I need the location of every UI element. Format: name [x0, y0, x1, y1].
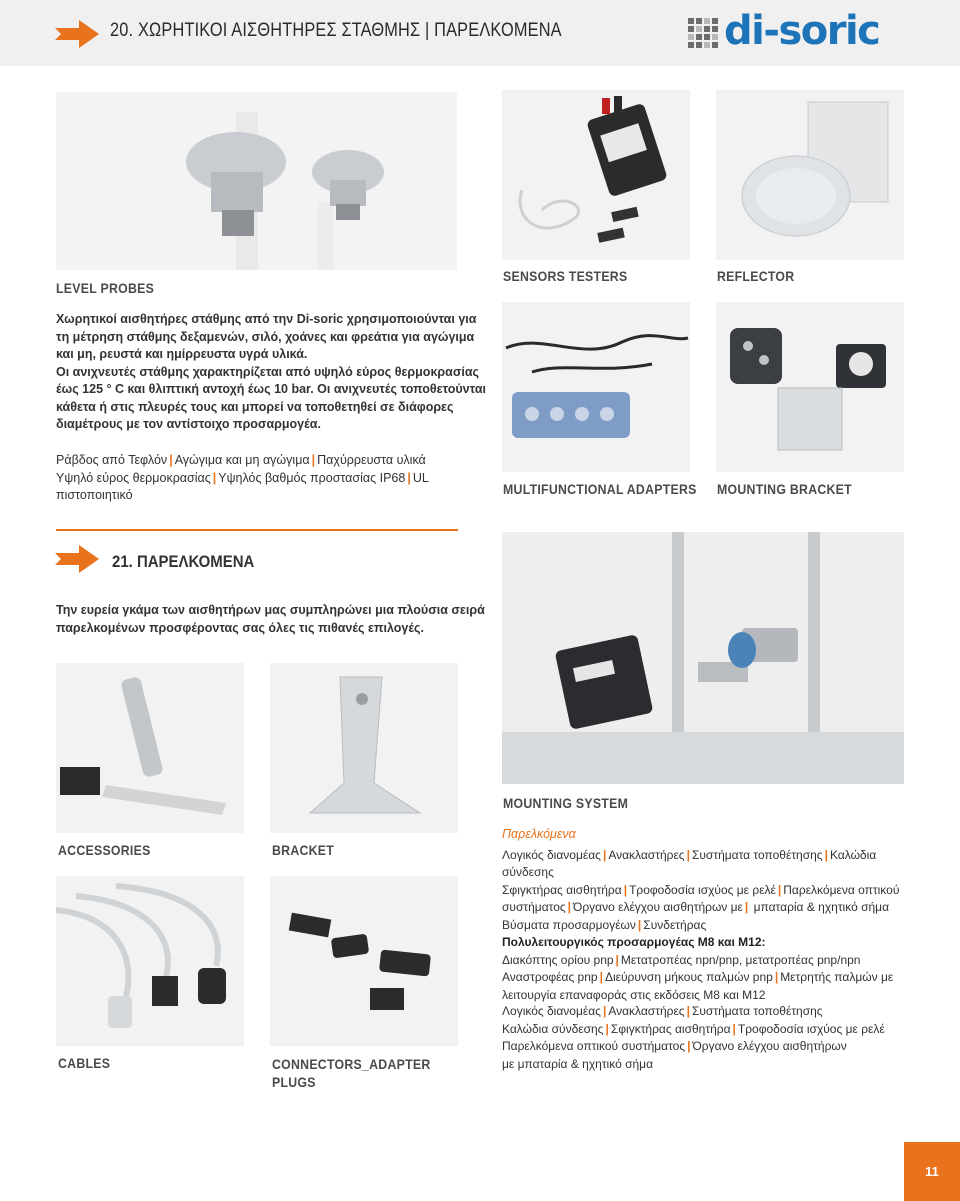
reflector-label: REFLECTOR [717, 268, 795, 284]
item: Ανακλαστήρες [608, 1004, 685, 1018]
item: Μετρητής παλμών με [780, 970, 894, 984]
mounting-bracket-image [716, 302, 904, 472]
mounting-system-label: MOUNTING SYSTEM [503, 795, 629, 811]
description-line: Χωρητικοί αισθητήρες στάθμης από την Di-soric χρησιμοποιούνται για [56, 312, 477, 326]
connectors-label: CONNECTORS_ADAPTER PLUGS [272, 1056, 431, 1090]
di-soric-logo [688, 8, 903, 54]
multifunctional-adapters-image [502, 302, 690, 472]
accessories-subtitle: Παρελκόμενα [502, 827, 576, 841]
item: συστήματος [502, 900, 566, 914]
feature: Υψηλός βαθμός προστασίας IP68 [218, 470, 406, 485]
arrow-icon [55, 543, 101, 575]
cables-image [56, 876, 244, 1046]
item: Λογικός διανομέας [502, 847, 601, 862]
mounting-bracket-label: MOUNTING BRACKET [717, 481, 852, 497]
item: Σφιγκτήρας αισθητήρα [502, 882, 622, 897]
mounting-system-image [502, 532, 904, 784]
page-title: 20. ΧΩΡΗΤΙΚΟΙ ΑΙΣΘΗΤΗΡΕΣ ΣΤΑΘΜΗΣ | ΠΑΡΕΛΚΟΜΕΝΑ [110, 20, 562, 41]
item: μπαταρία & ηχητικό σήμα [750, 900, 890, 914]
bold-heading: Πολυλειτουργικός προσαρμογέας M8 και M12: [502, 935, 766, 949]
intro-line: παρελκομένων προσφέροντας σας όλες τις πιθανές επιλογές. [56, 620, 424, 635]
item: Λογικός διανομέας [502, 1004, 601, 1018]
section-title: 21. ΠΑΡΕΛΚΟΜΕΝΑ [112, 552, 255, 571]
cables-label: CABLES [58, 1055, 111, 1071]
multifunctional-adapters-label: MULTIFUNCTIONAL ADAPTERS [503, 481, 697, 497]
feature: Αγώγιμα και μη αγώγιμα [174, 453, 310, 467]
item: Όργανο ελέγχου αισθητήρων με [573, 900, 743, 914]
accessories-label: ACCESSORIES [58, 842, 151, 858]
item: Διακόπτης ορίου pnp [502, 952, 614, 967]
item: Καλώδια σύνδεσης [502, 847, 877, 879]
section-intro [56, 602, 496, 637]
description-line: τη μέτρηση στάθμης δεξαμενών, σιλό, χοάνες και φρεάτια για αγώγιμα [56, 329, 475, 344]
item: με μπαταρία & ηχητικό σήμα [502, 1056, 654, 1071]
item: Παρελκόμενα οπτικού [783, 882, 900, 897]
accessories-image [56, 663, 244, 833]
feature: Παχύρρευστα υλικά [317, 453, 426, 467]
feature: UL πιστοποιητικό [56, 470, 429, 502]
level-probes-description [56, 311, 496, 434]
bracket-label: BRACKET [272, 842, 335, 858]
intro-line: Την ευρεία γκάμα των αισθητήρων μας συμπληρώνει μια πλούσια σειρά [56, 603, 485, 617]
item: Τροφοδοσία ισχύος με ρελέ [629, 882, 776, 897]
item: Μετατροπέας npn/pnp, μετατροπέας pnp/npn [620, 952, 861, 967]
item: Όργανο ελέγχου αισθητήρων [692, 1039, 847, 1053]
item: Συνδετήρας [643, 917, 707, 932]
item: Συστήματα τοποθέτησης [691, 1004, 823, 1018]
reflector-image [716, 90, 904, 260]
bracket-image [270, 663, 458, 833]
feature: Ράβδος από Τεφλόν [56, 453, 168, 467]
sensors-testers-image [502, 90, 690, 260]
accessories-info: Παρελκόμενα Λογικός διανομέας | Ανακλαστήρες | Συστήματα τοποθέτησης | Καλώδια σύνδεσης Σφιγκτήρας αισθητήρα | Τροφοδοσία ισχύος με ρελέ | Παρελκόμενα οπτικού συστήματος | Όργανο ελέγχου αισθητήρων με | μπαταρία & ηχητικό σήμα Βύσματα προσαρμογέων | Συνδετήρας Πολυλειτουργικός προσαρμογέας M8 και M12: Διακόπτης ορίου pnp | Μετατροπέας npn/pnp, μετατροπέας pnp/npn Αναστροφέας pnp | Διεύρυνση μήκους παλμών pnp | Μετρητής παλμών με λειτουργία επαναφοράς στις εκδόσεις M8 και M12 [502, 826, 922, 1004]
item: Συστήματα τοποθέτησης [691, 847, 823, 862]
description-line: έως 125 ° C και θλιπτική αντοχή έως 10 bar. Οι ανιχνευτές τοποθετούνται [56, 382, 487, 396]
description-line: και μη, ρευστά και ημίρρευστα υγρά υλικά. [56, 347, 308, 361]
connectors-image [270, 876, 458, 1046]
sensors-testers-label: SENSORS TESTERS [503, 268, 628, 284]
item: Βύσματα προσαρμογέων [502, 917, 636, 932]
feature: Υψηλό εύρος θερμοκρασίας [56, 470, 211, 485]
item: Παρελκόμενα οπτικού συστήματος [502, 1039, 686, 1053]
level-probes-label: LEVEL PROBES [56, 280, 155, 296]
arrow-icon [55, 18, 101, 50]
description-line: διαμέτρους με τον αντίστοιχο προσαρμογέα. [56, 417, 321, 431]
description-line: Οι ανιχνευτές στάθμης χαρακτηρίζεται από υψηλό εύρος θερμοκρασίας [56, 364, 480, 379]
item: Καλώδια σύνδεσης [502, 1021, 604, 1036]
item: Σφιγκτήρας αισθητήρα [610, 1021, 731, 1036]
level-probes-features: Ράβδος από Τεφλόν | Αγώγιμα και μη αγώγιμα | Παχύρρευστα υλικά Υψηλό εύρος θερμοκρασίας | Υψηλός βαθμός προστασίας IP68 | UL πιστοποιητικό [56, 453, 429, 502]
item: Ανακλαστήρες [608, 847, 685, 862]
logo-text: di-soric [724, 8, 880, 54]
level-probes-image [56, 92, 457, 270]
orange-divider [56, 529, 458, 531]
description-line: κάθετα ή στις πλευρές τους και μπορεί να τοποθετηθεί σε διάφορες [56, 399, 454, 414]
accessories-info-second: Λογικός διανομέας | Ανακλαστήρες | Συστήματα τοποθέτησης Καλώδια σύνδεσης | Σφιγκτήρας αισθητήρα | Τροφοδοσία ισχύος με ρελέ Παρελκόμενα οπτικού συστήματος | Όργανο ελέγχου αισθητήρων με μπαταρία & ηχητικό σήμα [502, 1003, 922, 1073]
logo-grid-icon [688, 18, 720, 50]
item: Τροφοδοσία ισχύος με ρελέ [737, 1021, 885, 1036]
item: Αναστροφέας pnp [502, 970, 598, 984]
item: λειτουργία επαναφοράς στις εκδόσεις M8 και M12 [502, 987, 766, 1002]
page-number: 11 [904, 1142, 960, 1201]
item: Διεύρυνση μήκους παλμών pnp [604, 970, 773, 984]
